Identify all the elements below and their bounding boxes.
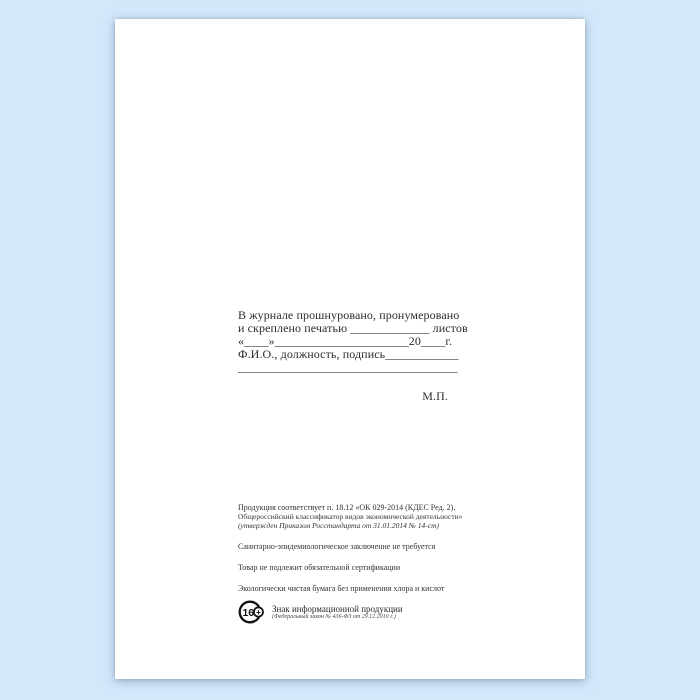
journal-back-page [115, 19, 585, 679]
age-rating-16-icon [238, 599, 264, 625]
age-rating-law-note: (Федеральный закон № 436-ФЗ от 29.12.2010 г.) [272, 613, 396, 620]
certification-blank-line: ____________________________________ [238, 360, 458, 374]
binding-certification-block [238, 308, 468, 403]
sanitary-note: Санитарно-эпидемиологическое заключение не требуется [238, 542, 436, 551]
age-rating-plus: + [256, 606, 261, 617]
certification-line-2: и скреплено печатью _____________ листов [238, 321, 468, 335]
certification-line-3: «____»______________________20____г. [238, 334, 453, 348]
certification-note: Товар не подлежит обязательной сертификации [238, 563, 401, 572]
age-rating-title: Знак информационной продукции [272, 603, 403, 614]
certification-line-4: Ф.И.О., должность, подпись____________ [238, 347, 459, 361]
conformity-line-1: Продукция соответствует п. 18.12 «ОК 029-2014 (КДЕС Ред. 2). [238, 503, 456, 512]
conformity-line-3: (утвержден Приказом Росстандарта от 31.01.2014 № 14-ст) [238, 521, 439, 530]
stamp-place-abbr: М.П. [422, 389, 448, 403]
eco-note: Экологически чистая бумага без применения хлора и кислот [238, 584, 445, 593]
conformity-note [238, 503, 498, 530]
age-rating-row [238, 599, 498, 625]
age-rating-number: 16 [242, 606, 255, 619]
product-info-block [238, 503, 498, 625]
certification-line-1: В журнале прошнуровано, пронумеровано [238, 308, 460, 322]
conformity-line-2: Общероссийский классификатор видов экономической деятельности» [238, 512, 463, 521]
age-rating-text [272, 604, 403, 621]
